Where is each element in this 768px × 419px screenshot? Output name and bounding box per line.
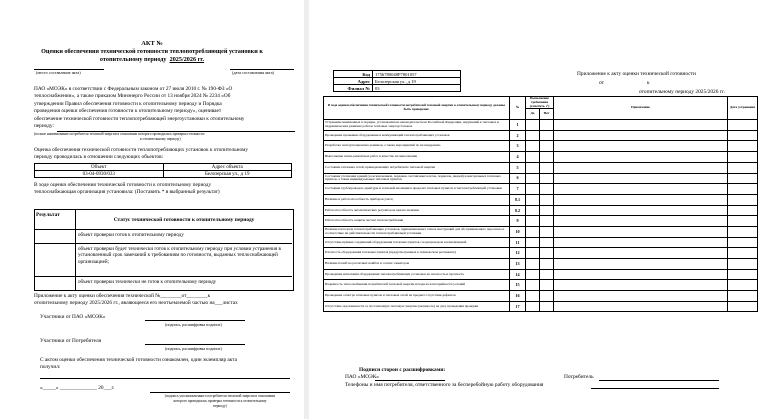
act-title: АКТ № [141, 40, 163, 47]
note-cell[interactable] [554, 237, 728, 248]
sign-moek: ПАО «МОЭК» [345, 374, 379, 380]
col-yes: Да [526, 109, 540, 120]
result-header: Результат [36, 212, 60, 218]
table-row [324, 141, 758, 152]
requirement-number: 15 [510, 280, 526, 291]
note-cell[interactable] [554, 130, 728, 141]
no-cell[interactable] [540, 237, 554, 248]
sign-consumer: Потребитель [564, 374, 594, 380]
no-cell[interactable] [540, 280, 554, 291]
table-row [324, 194, 758, 205]
fix-date-cell[interactable] [728, 205, 758, 216]
fix-date-cell[interactable] [728, 141, 758, 152]
table-row [334, 78, 461, 85]
requirement-text: Разработка эксплуатационных режимов, а также мероприятий по их внедрению [324, 141, 510, 152]
checklist-table [323, 96, 758, 312]
requirement-text: Устранение выявленных в порядке, установленном законодательством Российской Федерации, нарушений в тепловых и гидравлических режимах работы тепловых энергоустановок [324, 120, 510, 131]
table-row [334, 85, 461, 92]
table-row [324, 205, 758, 216]
table-row [324, 152, 758, 163]
consumer-caption-1: (полное наименование потребителя тепловой энергии в отношении которого проводилась проверка готовности [34, 132, 205, 136]
no-cell[interactable] [540, 162, 554, 173]
appendix-line2: отопительному периоду 2025/2026 гг., являющееся его неотъемлемой частью на___листах [34, 300, 238, 306]
object-address: Белозерская ул., д 19 [163, 171, 292, 178]
yes-cell[interactable] [526, 162, 540, 173]
yes-cell[interactable] [526, 141, 540, 152]
objects-table [34, 163, 292, 178]
objects-header-object: Объект [35, 164, 164, 171]
yes-cell[interactable] [526, 301, 540, 312]
place-caption: (место составление акта) [36, 70, 81, 75]
yes-cell[interactable] [526, 173, 540, 184]
status-header: Статус технической готовности к отопительному периоду [113, 217, 255, 223]
requirement-text: Отсутствие задолженности за поставленную тепловую энергию (мощность) на дату проведения проверки [324, 301, 510, 312]
table-row [324, 162, 758, 173]
fix-date-cell[interactable] [728, 237, 758, 248]
table-row [324, 280, 758, 291]
sign-caption-2: (подпись, расшифровка подписи) [165, 346, 222, 351]
yes-cell[interactable] [526, 194, 540, 205]
requirement-text: Состояние трубопроводов, арматуры и тепловой изоляции в пределах тепловых пунктов и теплопотребляющей установки [324, 184, 510, 195]
requirement-number: 17 [510, 301, 526, 312]
intro-paragraph: ПАО «МОЭК» в соответствии с Федеральным законом от 27 июля 2010 г. № 190-ФЗ «О теплоснабжении», а также приказом Минэнерго России от 13 ноября 2024 № 2234 «Об утверждении Правил обеспечения готовности к отопительному периоду и Порядка проведения оценки обеспечения готовности к отопительному периоду», оценивает обеспечение технической готовности теплопотребляющей энергоустановки к отопительному периоду: [34, 86, 245, 130]
no-cell[interactable] [540, 184, 554, 195]
col-fulfilled: Выполнение требования (отметить ✓) [526, 97, 554, 109]
no-cell[interactable] [540, 248, 554, 259]
appendix-heading-from: от [599, 80, 604, 86]
assess-paragraph: Оценка обеспечения технической готовности теплопотребляющих установок к отопительному периоду проводилась в отношении следующих объектов: [34, 147, 249, 161]
table-row [324, 248, 758, 259]
table-row [324, 173, 758, 184]
note-cell[interactable] [554, 269, 728, 280]
fix-date-cell[interactable] [728, 194, 758, 205]
note-cell[interactable] [554, 120, 728, 131]
fix-date-cell[interactable] [728, 120, 758, 131]
no-cell[interactable] [540, 226, 554, 237]
requirement-number: 14 [510, 269, 526, 280]
no-cell[interactable] [540, 205, 554, 216]
requirement-text: Наличие паспортов теплопотребляющих установок, принципиальных схем и инструкций для обслуживающего персонала и соответствие их действительности теплопотребляющей установки [324, 226, 510, 237]
table-row [35, 171, 292, 178]
table-row [324, 301, 758, 312]
yes-cell[interactable] [526, 205, 540, 216]
requirement-text: Наличие и работоспособность приборов учета; [324, 194, 510, 205]
requirement-number: 11 [510, 237, 526, 248]
fix-date-cell[interactable] [728, 280, 758, 291]
yes-cell[interactable] [526, 184, 540, 195]
requirement-number: 5 [510, 162, 526, 173]
info-value: 1756780048P7801057 [373, 71, 461, 78]
note-cell[interactable] [554, 291, 728, 302]
participant-moek: Участники от ПАО «МОЭК» [40, 314, 106, 320]
note-cell[interactable] [554, 248, 728, 259]
requirement-number: 4 [510, 152, 526, 163]
requirement-text: Наличие пломб на расчетных шайбах и соплах элеваторов [324, 259, 510, 270]
col-note: Примечание [554, 97, 728, 120]
table-row [324, 130, 758, 141]
final-caption-3: периоду) [213, 404, 227, 408]
requirement-number: 8.1 [510, 194, 526, 205]
note-cell[interactable] [554, 226, 728, 237]
appendix-line1: Приложение к акту оценки обеспечения технической №________от________к [34, 293, 211, 299]
appendix-page [309, 0, 768, 419]
col-number: № [510, 97, 526, 120]
yes-cell[interactable] [526, 259, 540, 270]
yes-cell[interactable] [526, 152, 540, 163]
no-cell[interactable] [540, 152, 554, 163]
objects-header-address: Адрес объекта [163, 164, 292, 171]
fix-date-cell[interactable] [728, 269, 758, 280]
requirement-text: Работоспособность автоматических регуляторов при их наличии [324, 205, 510, 216]
received-line2: получил: [40, 364, 61, 370]
requirement-number: 12 [510, 248, 526, 259]
yes-cell[interactable] [526, 216, 540, 227]
act-page [0, 0, 304, 419]
note-cell[interactable] [554, 205, 728, 216]
requirement-text: Состояние тепловых сетей, принадлежащих потребителю тепловой энергии [324, 162, 510, 173]
col-no: Нет [540, 109, 554, 120]
participant-consumer: Участники от Потребителя [40, 338, 102, 344]
requirement-number: 6 [510, 173, 526, 184]
fix-date-cell[interactable] [728, 291, 758, 302]
table-row [324, 216, 758, 227]
yes-cell[interactable] [526, 280, 540, 291]
fix-date-cell[interactable] [728, 248, 758, 259]
no-cell[interactable] [540, 141, 554, 152]
table-row [324, 226, 758, 237]
result-option-1: объект проверки готов к отопительному периоду [78, 232, 184, 238]
fix-date-cell[interactable] [728, 173, 758, 184]
info-value: 03 [373, 85, 461, 92]
info-table [333, 70, 461, 92]
yes-cell[interactable] [526, 291, 540, 302]
requirement-text: Работоспособность защиты систем теплопотребления [324, 216, 510, 227]
fix-date-cell[interactable] [728, 216, 758, 227]
col-fix-date: Дата устранения [728, 97, 758, 120]
table-row [324, 269, 758, 280]
requirement-text: Проведение осмотра тепловых пунктов и тепловых сетей на предмет отсутствия дефектов [324, 291, 510, 302]
requirement-text: Отсутствие прямых соединений оборудования тепловых пунктов с водопроводом и канализацией [324, 237, 510, 248]
fix-date-cell[interactable] [728, 259, 758, 270]
note-cell[interactable] [554, 162, 728, 173]
table-row [324, 259, 758, 270]
requirement-text: Надежность теплоснабжения потребителей тепловой энергии исходя из категорийности условий [324, 280, 510, 291]
no-cell[interactable] [540, 291, 554, 302]
phones-line: Телефоны и имя потребителя, ответственного за бесперебойную работу оборудования [345, 382, 544, 388]
consumer-caption-2: к отопительному периоду) [140, 137, 181, 141]
no-cell[interactable] [540, 301, 554, 312]
result-option-2: объект проверки будет технически готов к отопительному периоду при условии устранения в установленный срок замечаний к требованиям по готовности, выданных теплоснабжающей организацией; [78, 246, 281, 265]
fix-date-cell[interactable] [728, 301, 758, 312]
no-cell[interactable] [540, 216, 554, 227]
requirement-number: 7 [510, 184, 526, 195]
table-row [334, 71, 461, 78]
result-line1: В ходе оценки обеспечения технической готовности к отопительному периоду [34, 182, 212, 188]
signatures-title: Подписи сторон с расшифровками: [359, 367, 446, 373]
requirement-text: Плотность оборудования тепловых пунктов (предусмотренных в техническом регламенте) [324, 248, 510, 259]
requirement-number: 1 [510, 120, 526, 131]
requirement-text: Состояние утепления зданий (за исключением, чердаков, лестничных клеток, подвалов, дверей) и центральных тепловых пунктов, а также индивидуальных тепловых пунктов [324, 173, 510, 184]
yes-cell[interactable] [526, 120, 540, 131]
final-caption-1: (подпись уполномоченного потребителя тепловой энергии в отношении [164, 394, 276, 398]
requirement-text: Проведение промывки оборудования и коммуникаций теплопотребляющих установок [324, 130, 510, 141]
note-cell[interactable] [554, 173, 728, 184]
fix-date-cell[interactable] [728, 130, 758, 141]
sign-caption-1: (подпись, расшифровка подписи) [165, 322, 222, 327]
note-cell[interactable] [554, 301, 728, 312]
requirement-text: Выполнение плана ремонтных работ и качество их выполнения [324, 152, 510, 163]
final-caption-2: которого проводилась проверка готовности к отопительному [173, 399, 267, 403]
no-cell[interactable] [540, 194, 554, 205]
requirement-number: 3 [510, 141, 526, 152]
requirement-number: 2 [510, 130, 526, 141]
appendix-heading-line1: Приложение к акту оценки технической готовности [577, 71, 696, 77]
requirement-number: 10 [510, 226, 526, 237]
requirement-number: 13 [510, 259, 526, 270]
note-cell[interactable] [554, 280, 728, 291]
received-line1: С актом оценки обеспечения технической готовности ознакомлен, один экземпляр акта [40, 357, 238, 363]
info-value: Белозерская ул., д 19 [373, 78, 461, 85]
note-cell[interactable] [554, 194, 728, 205]
yes-cell[interactable] [526, 248, 540, 259]
no-cell[interactable] [540, 120, 554, 131]
table-row [324, 291, 758, 302]
result-line2: теплоснабжающая организация установила: (Поставить * в выбранный результат) [34, 189, 220, 195]
info-label: Адрес [334, 78, 373, 85]
act-subtitle-line2: отопительному периоду 2025/2026 гг. [99, 56, 205, 63]
result-option-3: объект проверки технически не готов к отопительному периоду [78, 279, 217, 285]
fix-date-cell[interactable] [728, 184, 758, 195]
appendix-heading-k: к [647, 80, 650, 86]
act-subtitle-line1: Оценки обеспечения технической готовности теплопотребляющей установки к [41, 48, 263, 55]
note-cell[interactable] [554, 141, 728, 152]
note-cell[interactable] [554, 259, 728, 270]
table-row [324, 184, 758, 195]
note-cell[interactable] [554, 152, 728, 163]
requirement-number: 8.2 [510, 205, 526, 216]
table-row [324, 237, 758, 248]
appendix-heading-line2: отопительному периоду 2025/2026 гг. [639, 89, 725, 95]
no-cell[interactable] [540, 269, 554, 280]
requirement-text: Проведение испытания оборудования теплопотребляющих установок на плотность и прочность [324, 269, 510, 280]
note-cell[interactable] [554, 184, 728, 195]
fix-date-cell[interactable] [728, 162, 758, 173]
col-requirement: В ходе оценки обеспечения технической готовности потребителей тепловой энергии к отопительному периоду должны быть проверены: [324, 97, 510, 120]
date-signed: «_____» ______________ 20___г. [40, 385, 115, 391]
requirement-number: 9 [510, 216, 526, 227]
no-cell[interactable] [540, 259, 554, 270]
requirement-number: 16 [510, 291, 526, 302]
date-caption: (дата составления акта) [232, 70, 275, 75]
no-cell[interactable] [540, 173, 554, 184]
info-label: Филиал № [334, 85, 373, 92]
fix-date-cell[interactable] [728, 152, 758, 163]
yes-cell[interactable] [526, 269, 540, 280]
note-cell[interactable] [554, 216, 728, 227]
info-label: Код [334, 71, 373, 78]
yes-cell[interactable] [526, 237, 540, 248]
yes-cell[interactable] [526, 130, 540, 141]
no-cell[interactable] [540, 130, 554, 141]
object-code: 03-04-0930/033 [35, 171, 164, 178]
yes-cell[interactable] [526, 226, 540, 237]
table-row [324, 120, 758, 131]
fix-date-cell[interactable] [728, 226, 758, 237]
